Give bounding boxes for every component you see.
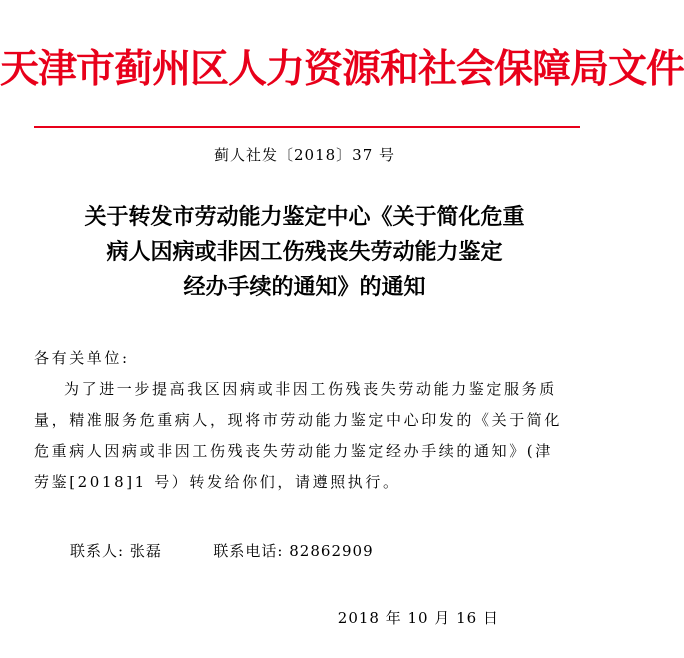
notice-title-line: 经办手续的通知》的通知 — [183, 274, 426, 300]
issue-date: 2018 年 10 月 16 日 — [337, 609, 499, 627]
body-paragraph: 为了进一步提高我区因病或非因工伤残丧失劳动能力鉴定服务质量，精准服务危重病人，现将市劳动能力鉴定中心印发的《关于简化危重病人因病或非因工伤残丧失劳动能力鉴定经办手续的通知》(津劳鉴[2018]1 号）转发给你们，请遵照执行。 — [34, 380, 563, 491]
notice-title-line: 关于转发市劳动能力鉴定中心《关于简化危重 — [84, 204, 525, 230]
contact-info — [70, 540, 374, 561]
notice-title-line: 病人因病或非因工伤残丧失劳动能力鉴定 — [106, 239, 503, 265]
notice-body — [34, 343, 569, 498]
notice-title — [20, 200, 589, 305]
contact-person-name: 张磊 — [129, 542, 162, 560]
document-number: 蓟人社发〔2018〕37 号 — [213, 146, 396, 164]
issuer-header-title: 天津市蓟州区人力资源和社会保障局文件 — [0, 46, 684, 92]
header-red-rule — [34, 126, 580, 128]
contact-phone-number: 82862909 — [289, 542, 374, 560]
salutation: 各有关单位: — [34, 349, 130, 367]
contact-phone-label: 联系电话: — [213, 542, 284, 560]
contact-person-label: 联系人: — [70, 542, 125, 560]
